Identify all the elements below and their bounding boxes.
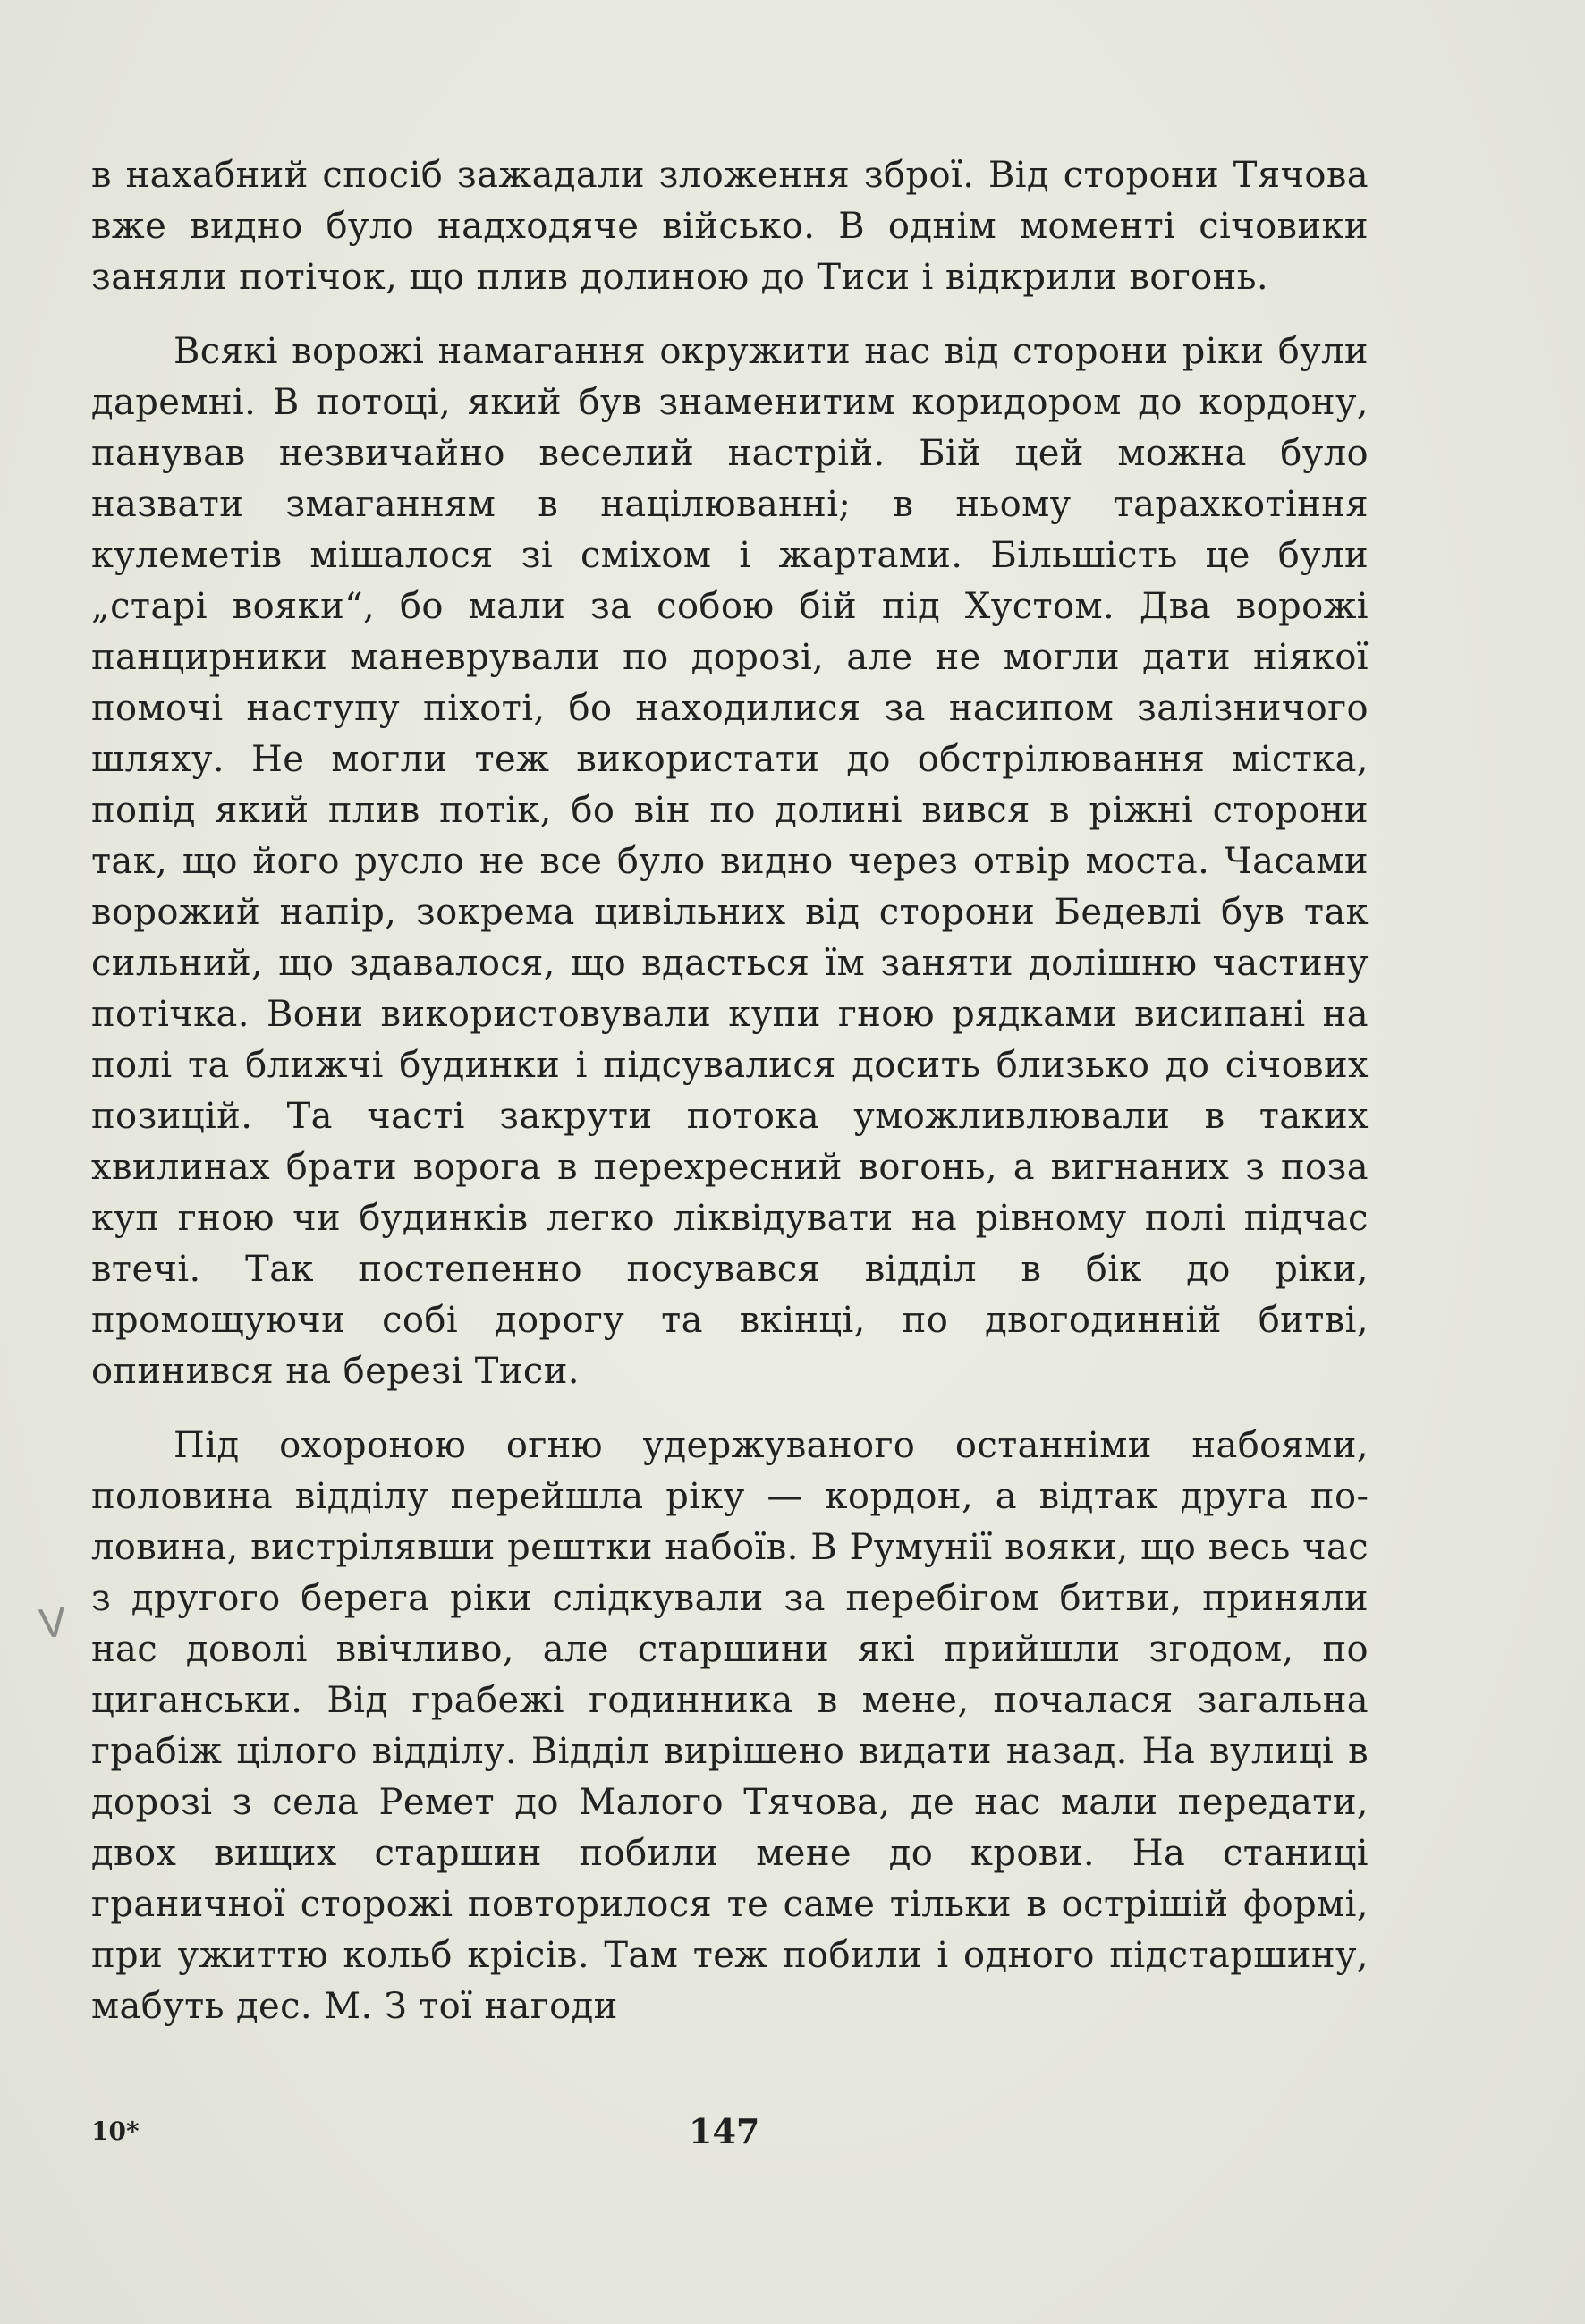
body-text	[91, 150, 1369, 2032]
margin-pencil-mark: V	[37, 1599, 69, 1649]
page-number: 147	[689, 2111, 760, 2151]
paragraph-2: Всякі ворожі намагання окружити нас від сторони ріки були даремні. В потоці, який був знаменитим коридором до кордону, панував незвичайно веселий настрій. Бій цей можна було назвати змаганням в націлюванні; в ньому тарахкотіння кулеметів мішалося зі сміхом і жартами. Більшість це були „старі вояки“, бо мали за собою бій під Хустом. Два ворожі панцирники маневрували по дорозі, але не могли дати ніякої помочі наступу піхоті, бо находилися за насипом залізничого шляху. Не могли теж використати до обстрілювання містка, попід який плив потік, бо він по долині вився в ріжні сторони так, що його русло не все було видно через отвір моста. Часами ворожий напір, зокрема цивільних від сторони Бедевлі був так сильний, що здавалося, що вдасться їм заняти долішню частину потічка. Вони використовували купи гною рядками висипані на полі та ближчі будинки і підсувалися досить близько до січових позицій. Та часті закрути потока уможливлювали в таких хвилинах брати ворога в перехресний вогонь, а вигнаних з поза куп гною чи будинків легко ліквідувати на рівному полі підчас втечі. Так постепенно посувався відділ в бік до ріки, промощуючи собі дорогу та вкінці, по двогодинній битві, опинився на березі Тиси.	[91, 331, 1369, 1392]
signature-mark: 10*	[91, 2116, 140, 2146]
paragraph-1: в нахабний спосіб зажадали зложення зброї. Від сторони Тячова вже видно було надходяче військо. В однім моменті січовики заняли потічок, що плив долиною до Тиси і відкрили вогонь.	[91, 155, 1369, 298]
paragraph-3: Під охороною огню удержуваного останніми набоями, половина відділу перейшла ріку — кордон, а відтак друга половина, вистрілявши рештки набоїв. В Румунії вояки, що весь час з другого берега ріки слідкували за перебігом битви, приняли нас доволі ввічливо, але старшини які прийшли згодом, по циганськи. Від грабежі годинника в мене, почалася загальна грабіж цілого відділу. Відділ вирішено видати назад. На вулиці в дорозі з села Ремет до Малого Тячова, де нас мали передати, двох вищих старшин побили мене до крови. На станиці граничної сторожі повторилося те саме тільки в острішій формі, при ужиттю кольб крісів. Там теж побили і одного підстаршину, мабуть дес. М. З тої нагоди	[91, 1425, 1369, 2027]
